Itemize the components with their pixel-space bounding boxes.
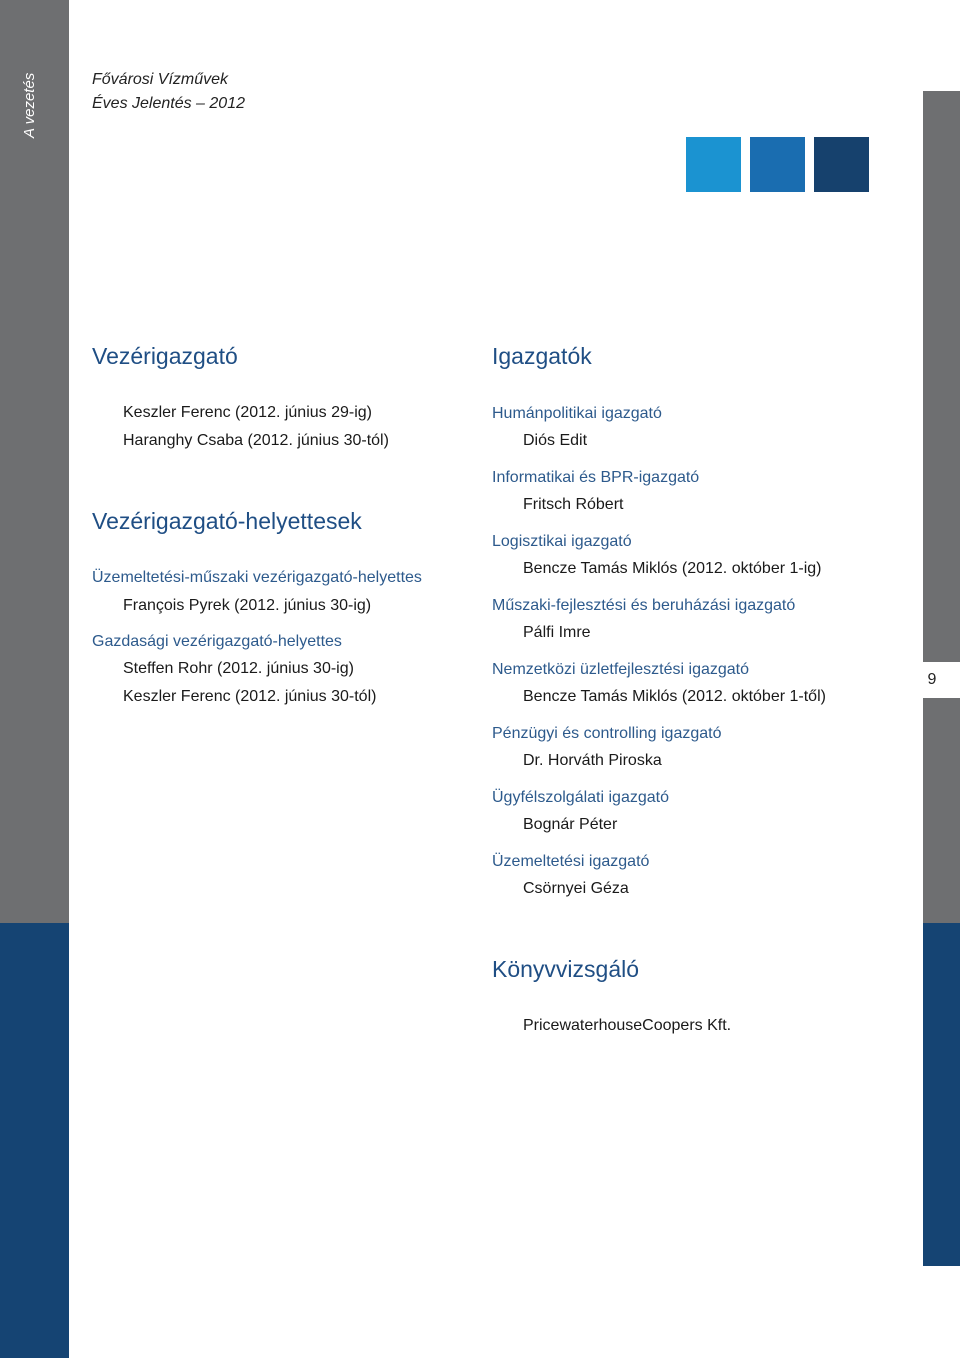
deputy-role-ops: Üzemeltetési-műszaki vezérigazgató-helyettes — [92, 569, 422, 586]
director-name-engineering: Pálfi Imre — [523, 624, 591, 641]
deputy-finance-name-2: Keszler Ferenc (2012. június 30-tól) — [123, 688, 377, 705]
director-role-logistics: Logisztikai igazgató — [492, 533, 632, 550]
director-name-operations: Csörnyei Géza — [523, 880, 629, 897]
decor-square-dark — [814, 137, 869, 192]
header-report: Éves Jelentés – 2012 — [92, 95, 245, 112]
director-name-hr: Diós Edit — [523, 432, 588, 449]
director-name-customer: Bognár Péter — [523, 816, 618, 833]
section-label: A vezetés — [21, 72, 38, 138]
director-name-it: Fritsch Róbert — [523, 496, 624, 513]
director-name-intl: Bencze Tamás Miklós (2012. október 1-től) — [523, 688, 826, 705]
deputy-finance-name-1: Steffen Rohr (2012. június 30-ig) — [123, 660, 354, 677]
heading-auditor: Könyvvizsgáló — [492, 956, 640, 982]
decor-square-light — [686, 137, 741, 192]
director-name-finance: Dr. Horváth Piroska — [523, 752, 662, 769]
director-role-intl: Nemzetközi üzletfejlesztési igazgató — [492, 661, 750, 678]
auditor-name: PricewaterhouseCoopers Kft. — [523, 1017, 732, 1034]
document-header — [92, 68, 245, 116]
header-company: Fővárosi Vízművek — [92, 71, 229, 88]
left-sidebar-navy — [0, 923, 69, 1358]
heading-ceo: Vezérigazgató — [92, 343, 238, 369]
deputy-role-finance: Gazdasági vezérigazgató-helyettes — [92, 633, 342, 650]
right-sidebar-navy — [923, 923, 960, 1266]
decor-square-mid — [750, 137, 805, 192]
left-sidebar-grey — [0, 0, 69, 923]
heading-directors: Igazgatók — [492, 343, 592, 369]
director-role-operations: Üzemeltetési igazgató — [492, 853, 650, 870]
director-name-logistics: Bencze Tamás Miklós (2012. október 1-ig) — [523, 560, 822, 577]
director-role-engineering: Műszaki-fejlesztési és beruházási igazgató — [492, 597, 796, 614]
deputy-ops-name-1: François Pyrek (2012. június 30-ig) — [123, 597, 372, 614]
director-role-finance: Pénzügyi és controlling igazgató — [492, 725, 722, 742]
ceo-name-2: Haranghy Csaba (2012. június 30-tól) — [123, 432, 389, 449]
director-role-customer: Ügyfélszolgálati igazgató — [492, 789, 669, 806]
director-role-it: Informatikai és BPR-igazgató — [492, 469, 700, 486]
right-sidebar-grey — [923, 91, 960, 923]
director-role-hr: Humánpolitikai igazgató — [492, 405, 662, 422]
ceo-name-1: Keszler Ferenc (2012. június 29-ig) — [123, 404, 373, 421]
page-number: 9 — [904, 662, 960, 698]
heading-deputies: Vezérigazgató-helyettesek — [92, 508, 362, 534]
